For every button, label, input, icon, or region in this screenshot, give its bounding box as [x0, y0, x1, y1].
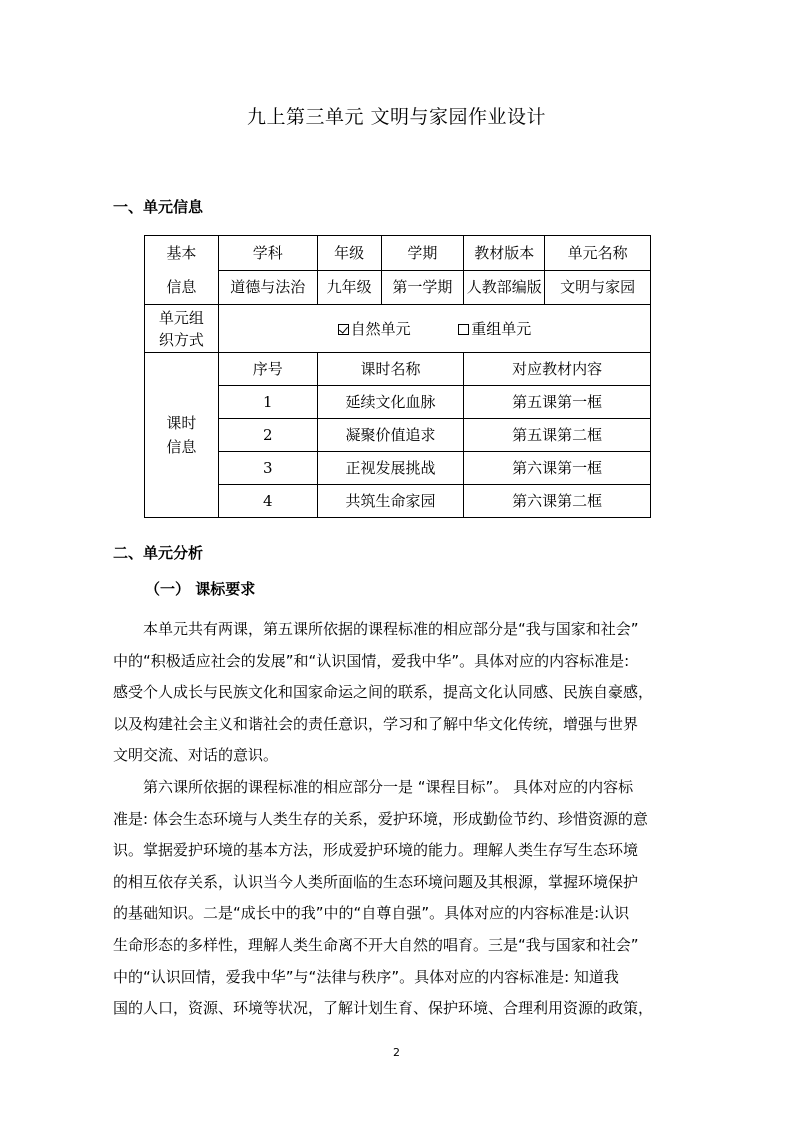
- lesson-info-label-cell: [145, 353, 219, 518]
- lesson-header-no: 序号: [218, 353, 317, 386]
- table-row: [145, 452, 651, 485]
- section-heading-unit-analysis: 二、单元分析: [113, 544, 204, 562]
- lesson-no: 2: [218, 419, 317, 452]
- table-row: [145, 270, 651, 305]
- lesson-content: 第六课第二框: [464, 485, 651, 518]
- org-label-cell: [145, 305, 219, 353]
- text-line: 识。掌据爱护环境的基本方法，形成爱护环境的能力。理解人类生存写生态环境: [113, 841, 639, 860]
- table-row: [145, 419, 651, 452]
- lesson-header-content: 对应教材内容: [464, 353, 651, 386]
- value-cell-edition: 人教部编版: [464, 270, 545, 305]
- header-cell-term: 学期: [381, 236, 464, 271]
- lesson-content: 第五课第二框: [464, 419, 651, 452]
- lesson-no: 4: [218, 485, 317, 518]
- text-line: 生命形态的多样性，理解人类生命离不开大自然的唱育。三是“我与国家和社会”: [113, 935, 639, 954]
- org-label: 织方式: [158, 330, 204, 349]
- basic-info-label: 信息: [166, 278, 197, 296]
- header-cell-edition: 教材版本: [464, 236, 545, 271]
- text-line: 中的“认识回情，爱我中华”与“法律与秩序”。具体对应的内容标准是: 知道我: [113, 967, 619, 986]
- text-line: 感受个人成长与民族文化和国家命运之间的联系，提高文化认同感、民族自豪感，: [113, 683, 654, 702]
- lesson-header-name: 课时名称: [317, 353, 464, 386]
- lesson-info-label: 信息: [166, 438, 197, 456]
- value-cell-term: 第一学期: [381, 270, 464, 305]
- lesson-content: 第五课第一框: [464, 386, 651, 419]
- section-heading-unit-info: 一、单元信息: [113, 198, 204, 216]
- option-natural-unit: 自然单元: [350, 319, 411, 338]
- document-title: 九上第三单元 文明与家园作业设计: [246, 106, 547, 128]
- org-label: 单元组: [158, 308, 204, 327]
- text-line: 的相互依存关系，认识当今人类所面临的生态环境问题及其根源，掌握环境保护: [113, 872, 639, 891]
- lesson-name: 共筑生命家园: [317, 485, 464, 518]
- unchecked-box-icon[interactable]: [458, 324, 469, 335]
- text-line: 国的人口，资源、环境等状况，了解计划生育、保护环境、合理利用资源的政策，: [113, 999, 654, 1018]
- table-row: [145, 353, 651, 386]
- table-row: [145, 386, 651, 419]
- text-line: 本单元共有两课，第五课所依据的课程标准的相应部分是“我与国家和社会”: [113, 620, 639, 638]
- lesson-no: 1: [218, 386, 317, 419]
- table-row: [145, 305, 651, 353]
- page-number: 2: [393, 1046, 400, 1059]
- text-line: 的基础知识。二是“成长中的我”中的“自尊自强”。具体对应的内容标准是:认识: [113, 904, 630, 923]
- text-line: 第六课所依据的课程标准的相应部分一是 “课程目标”。 具体对应的内容标: [113, 778, 634, 796]
- subsection-heading-curriculum: （一） 课标要求: [145, 580, 256, 598]
- org-options-cell: [218, 305, 650, 353]
- paragraph-lesson5: [113, 614, 653, 772]
- text-line: 以及构建社会主义和谐社会的责任意识，学习和了解中华文化传统，增强与世界: [113, 714, 639, 733]
- lesson-content: 第六课第一框: [464, 452, 651, 485]
- text-line: 准是: 体会生态环境与人类生存的关系，爱护环境，形成勤俭节约、珍惜资源的意: [113, 809, 648, 828]
- value-cell-grade: 九年级: [317, 270, 381, 305]
- basic-info-label: 基本: [166, 244, 197, 262]
- header-cell-unit-name: 单元名称: [545, 236, 651, 271]
- table-row: [145, 236, 651, 271]
- lesson-no: 3: [218, 452, 317, 485]
- lesson-name: 正视发展挑战: [317, 452, 464, 485]
- lesson-info-label: 课时: [166, 414, 197, 432]
- option-regroup-unit: 重组单元: [471, 319, 532, 338]
- text-line: 中的“积极适应社会的发展”和“认识国情，爱我中华”。具体对应的内容标准是:: [113, 651, 630, 670]
- paragraph-lesson6: [113, 772, 653, 1025]
- value-cell-unit-name: 文明与家园: [545, 270, 651, 305]
- checked-box-icon[interactable]: [338, 324, 349, 335]
- table-row: [145, 485, 651, 518]
- lesson-name: 延续文化血脉: [317, 386, 464, 419]
- lesson-name: 凝聚价值追求: [317, 419, 464, 452]
- header-cell-grade: 年级: [317, 236, 381, 271]
- header-cell-subject: 学科: [218, 236, 317, 271]
- unit-info-table: [144, 235, 651, 518]
- value-cell-subject: 道德与法治: [218, 270, 317, 305]
- basic-info-label-cell: [145, 236, 219, 305]
- text-line: 文明交流、对话的意识。: [113, 746, 279, 765]
